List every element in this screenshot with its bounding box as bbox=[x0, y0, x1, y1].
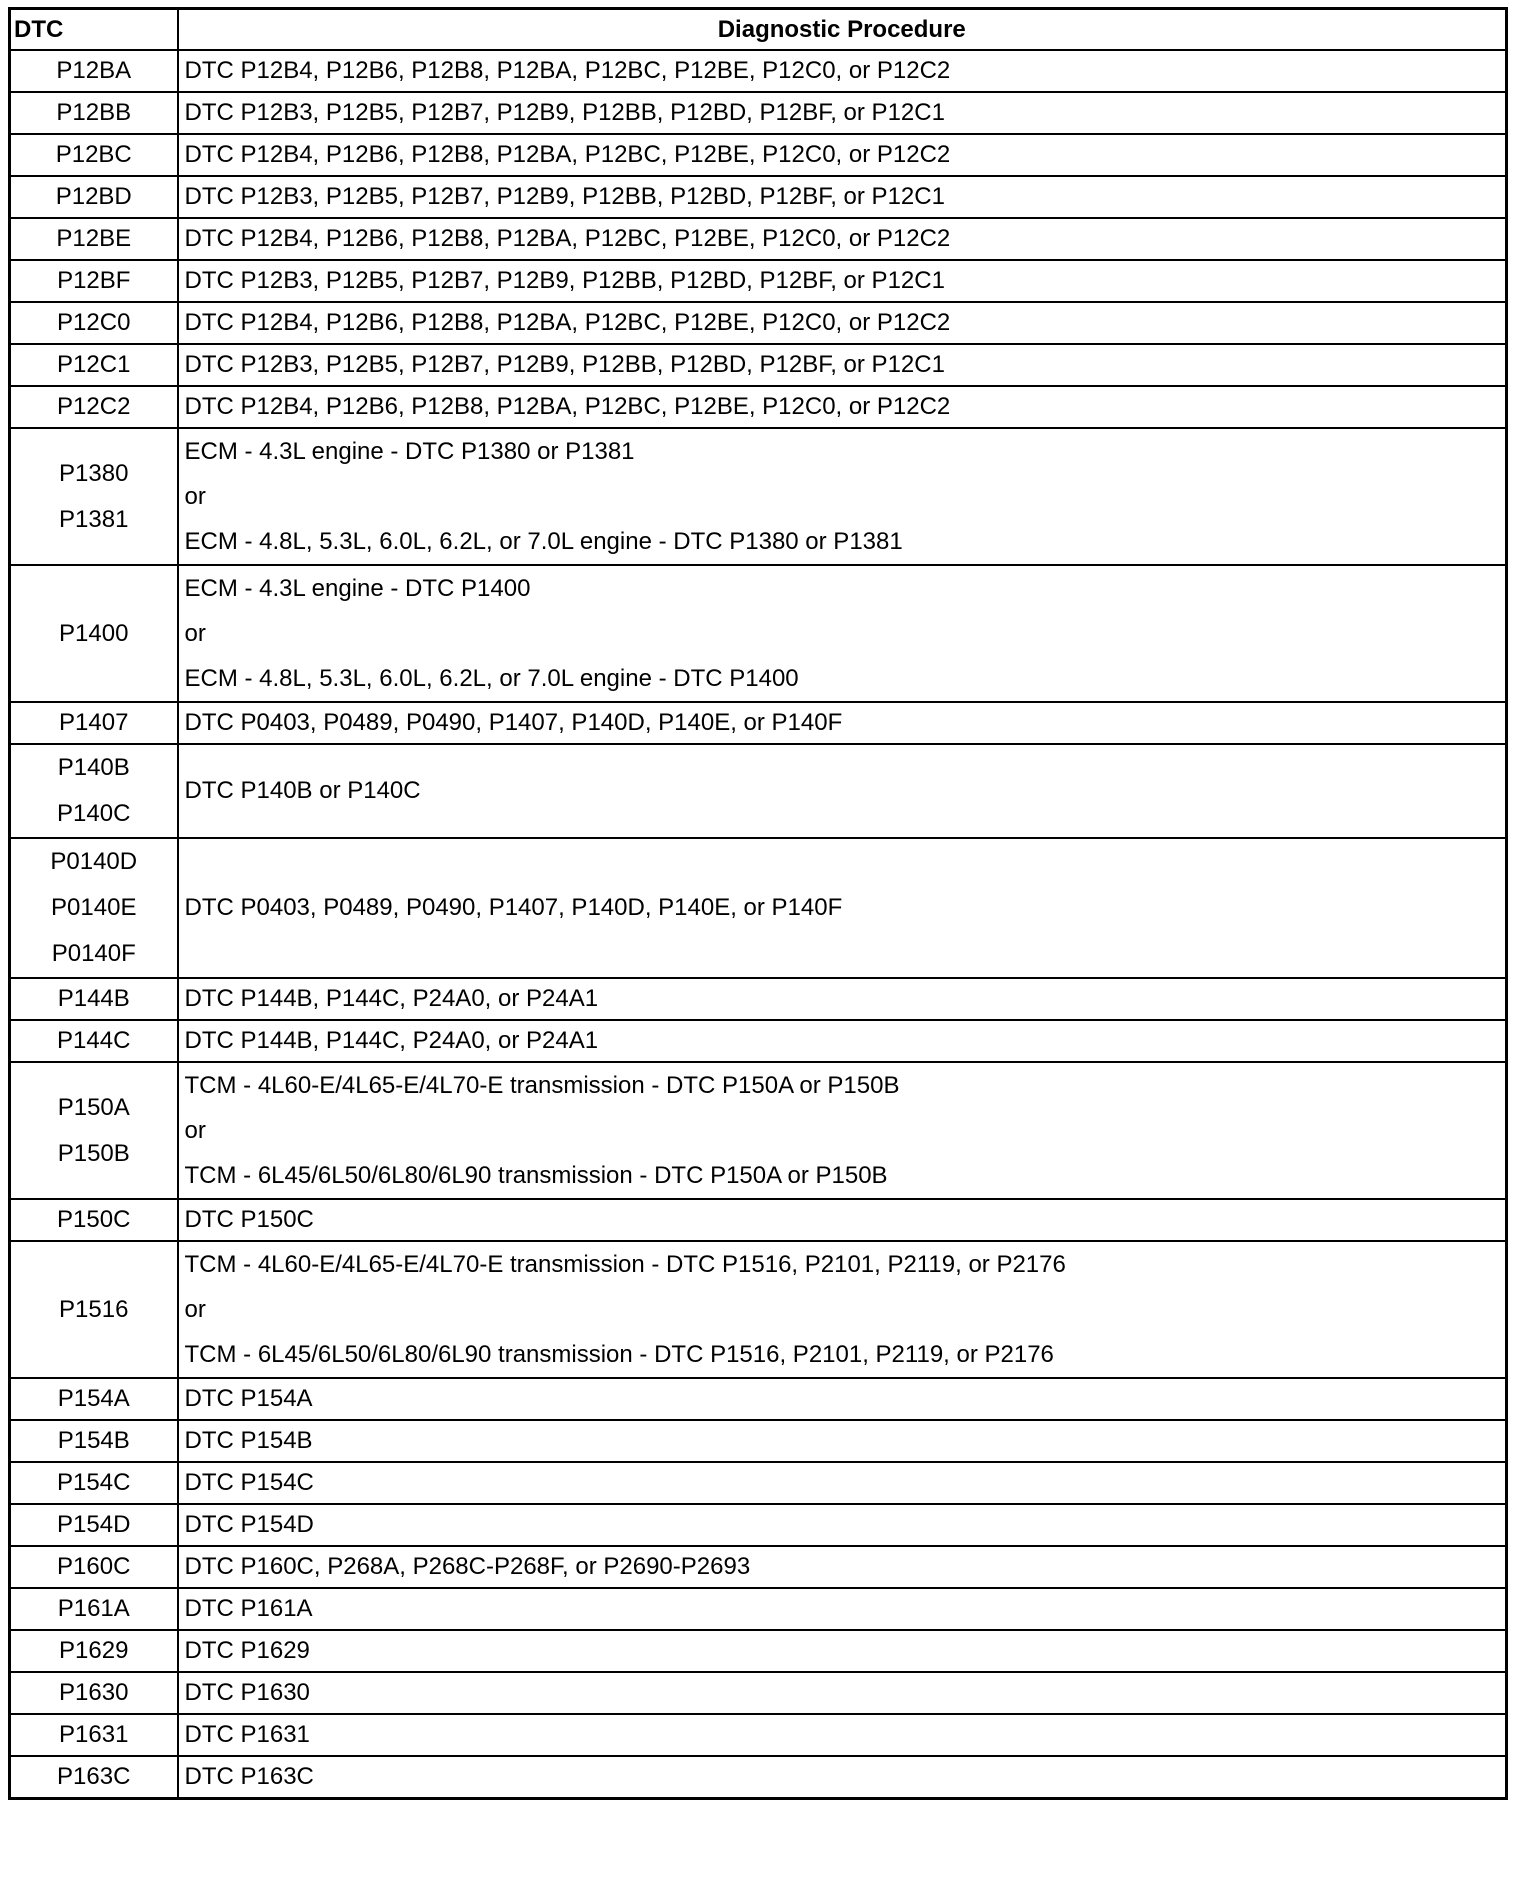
diagnostic-procedure-cell bbox=[178, 1756, 1507, 1799]
procedure-text: DTC P163C bbox=[184, 1763, 314, 1790]
dtc-code: P150A bbox=[57, 1093, 130, 1121]
dtc-code: P1400 bbox=[59, 619, 129, 647]
diagnostic-procedure-cell bbox=[178, 134, 1507, 176]
dtc-code-cell bbox=[10, 1714, 178, 1756]
procedure-text: DTC P154A bbox=[184, 1385, 313, 1412]
dtc-code-cell bbox=[10, 702, 178, 744]
dtc-code-cell bbox=[10, 1630, 178, 1672]
procedure-text: DTC P154C bbox=[184, 1469, 314, 1496]
dtc-code-cell bbox=[10, 1062, 178, 1199]
table-row bbox=[10, 1504, 1507, 1546]
procedure-text: DTC P1630 bbox=[184, 1679, 310, 1706]
dtc-code-cell bbox=[10, 1756, 178, 1799]
procedure-text: DTC P154B bbox=[184, 1427, 313, 1454]
procedure-text: ECM - 4.8L, 5.3L, 6.0L, 6.2L, or 7.0L engine - DTC P1400 bbox=[184, 665, 799, 692]
diagnostic-procedure-cell bbox=[178, 92, 1507, 134]
diagnostic-procedure-cell bbox=[178, 744, 1507, 838]
diagnostic-procedure-cell bbox=[178, 344, 1507, 386]
dtc-code: P160C bbox=[57, 1553, 131, 1580]
dtc-code: P0140D bbox=[50, 848, 138, 875]
table-header bbox=[10, 9, 1507, 51]
dtc-code-cell bbox=[10, 92, 178, 134]
diagnostic-procedure-cell bbox=[178, 978, 1507, 1020]
dtc-code: P12BA bbox=[56, 57, 132, 84]
dtc-code-cell bbox=[10, 134, 178, 176]
dtc-code-cell bbox=[10, 176, 178, 218]
diagnostic-procedure-cell bbox=[178, 702, 1507, 744]
dtc-code: P12C0 bbox=[57, 309, 131, 336]
dtc-code-cell bbox=[10, 838, 178, 978]
dtc-code-cell bbox=[10, 1546, 178, 1588]
dtc-code: P144B bbox=[57, 985, 130, 1012]
dtc-code: P1631 bbox=[59, 1721, 129, 1748]
table-row bbox=[10, 1714, 1507, 1756]
procedure-or-text: or bbox=[184, 1117, 206, 1144]
dtc-code-cell bbox=[10, 386, 178, 428]
dtc-code: P12BE bbox=[56, 225, 132, 252]
procedure-text: DTC P160C, P268A, P268C-P268F, or P2690-P2693 bbox=[184, 1553, 751, 1580]
dtc-code-cell bbox=[10, 218, 178, 260]
dtc-code: P12BB bbox=[56, 99, 132, 126]
procedure-text: DTC P12B4, P12B6, P12B8, P12BA, P12BC, P12BE, P12C0, or P12C2 bbox=[184, 225, 951, 252]
table-row bbox=[10, 1546, 1507, 1588]
diagnostic-procedure-cell bbox=[178, 1462, 1507, 1504]
dtc-code: P12BC bbox=[55, 141, 132, 168]
dtc-code-cell bbox=[10, 1588, 178, 1630]
diagnostic-procedure-cell bbox=[178, 1020, 1507, 1062]
table-row bbox=[10, 744, 1507, 838]
procedure-text: DTC P1631 bbox=[184, 1721, 310, 1748]
procedure-text: DTC P0403, P0489, P0490, P1407, P140D, P140E, or P140F bbox=[184, 894, 843, 921]
column-header-procedure: Diagnostic Procedure bbox=[178, 9, 1507, 51]
dtc-code-cell bbox=[10, 1199, 178, 1241]
dtc-code: P1381 bbox=[59, 505, 129, 533]
dtc-code-cell bbox=[10, 565, 178, 702]
table-row bbox=[10, 344, 1507, 386]
diagnostic-procedure-cell bbox=[178, 428, 1507, 565]
diagnostic-procedure-cell bbox=[178, 218, 1507, 260]
diagnostic-procedure-cell bbox=[178, 260, 1507, 302]
procedure-or-text: or bbox=[184, 620, 206, 647]
header-row bbox=[10, 9, 1507, 51]
dtc-code: P144C bbox=[57, 1027, 131, 1054]
dtc-code-cell bbox=[10, 1462, 178, 1504]
diagnostic-procedure-cell bbox=[178, 1504, 1507, 1546]
procedure-text: DTC P12B4, P12B6, P12B8, P12BA, P12BC, P12BE, P12C0, or P12C2 bbox=[184, 141, 951, 168]
procedure-text: DTC P12B3, P12B5, P12B7, P12B9, P12BB, P12BD, P12BF, or P12C1 bbox=[184, 351, 945, 378]
table-row bbox=[10, 260, 1507, 302]
procedure-text: TCM - 4L60-E/4L65-E/4L70-E transmission - DTC P150A or P150B bbox=[184, 1072, 900, 1099]
procedure-text: DTC P12B3, P12B5, P12B7, P12B9, P12BB, P12BD, P12BF, or P12C1 bbox=[184, 99, 945, 126]
table-row bbox=[10, 1020, 1507, 1062]
dtc-code-cell bbox=[10, 302, 178, 344]
procedure-text: DTC P0403, P0489, P0490, P1407, P140D, P140E, or P140F bbox=[184, 709, 843, 736]
table-row bbox=[10, 302, 1507, 344]
dtc-code: P140C bbox=[57, 800, 131, 827]
table-row bbox=[10, 1420, 1507, 1462]
dtc-code-cell bbox=[10, 1378, 178, 1420]
dtc-code-cell bbox=[10, 978, 178, 1020]
table-row bbox=[10, 176, 1507, 218]
table-row bbox=[10, 1756, 1507, 1799]
table-row bbox=[10, 1241, 1507, 1378]
diagnostic-procedure-cell bbox=[178, 1714, 1507, 1756]
table-row bbox=[10, 1630, 1507, 1672]
dtc-code-cell bbox=[10, 50, 178, 92]
procedure-text: DTC P12B3, P12B5, P12B7, P12B9, P12BB, P12BD, P12BF, or P12C1 bbox=[184, 183, 945, 210]
table-row bbox=[10, 428, 1507, 565]
table-row bbox=[10, 1672, 1507, 1714]
diagnostic-procedure-cell bbox=[178, 302, 1507, 344]
table-row bbox=[10, 702, 1507, 744]
procedure-text: DTC P150C bbox=[184, 1206, 314, 1233]
dtc-code-cell bbox=[10, 344, 178, 386]
diagnostic-procedure-cell bbox=[178, 1546, 1507, 1588]
dtc-code-cell bbox=[10, 1241, 178, 1378]
table-row bbox=[10, 134, 1507, 176]
column-header-dtc: DTC bbox=[10, 9, 178, 51]
table-row bbox=[10, 1588, 1507, 1630]
diagnostic-procedure-cell bbox=[178, 1199, 1507, 1241]
dtc-code: P0140E bbox=[51, 894, 137, 921]
procedure-or-text: or bbox=[184, 1296, 206, 1323]
dtc-code: P150B bbox=[57, 1139, 130, 1167]
table-row bbox=[10, 1199, 1507, 1241]
dtc-code: P140B bbox=[57, 754, 130, 781]
procedure-text: DTC P12B4, P12B6, P12B8, P12BA, P12BC, P12BE, P12C0, or P12C2 bbox=[184, 393, 951, 420]
dtc-code: P154D bbox=[57, 1511, 131, 1538]
diagnostic-procedure-cell bbox=[178, 176, 1507, 218]
dtc-code: P161A bbox=[57, 1595, 130, 1622]
procedure-text: DTC P144B, P144C, P24A0, or P24A1 bbox=[184, 1027, 599, 1054]
dtc-code-cell bbox=[10, 1020, 178, 1062]
dtc-code: P0140F bbox=[51, 940, 136, 967]
diagnostic-procedure-cell bbox=[178, 1630, 1507, 1672]
procedure-text: DTC P144B, P144C, P24A0, or P24A1 bbox=[184, 985, 599, 1012]
diagnostic-procedure-cell bbox=[178, 1378, 1507, 1420]
dtc-code: P12BF bbox=[57, 267, 131, 294]
dtc-code: P12BD bbox=[55, 183, 132, 210]
diagnostic-procedure-cell bbox=[178, 1062, 1507, 1199]
procedure-text: DTC P161A bbox=[184, 1595, 313, 1622]
table-row bbox=[10, 1462, 1507, 1504]
dtc-code: P154C bbox=[57, 1469, 131, 1496]
table-row bbox=[10, 838, 1507, 978]
dtc-code-cell bbox=[10, 1504, 178, 1546]
procedure-text: TCM - 6L45/6L50/6L80/6L90 transmission - DTC P150A or P150B bbox=[184, 1162, 888, 1189]
diagnostic-procedure-cell bbox=[178, 1672, 1507, 1714]
dtc-code: P1380 bbox=[59, 459, 129, 487]
dtc-code-cell bbox=[10, 260, 178, 302]
dtc-code: P12C1 bbox=[57, 351, 131, 378]
procedure-text: DTC P12B4, P12B6, P12B8, P12BA, P12BC, P12BE, P12C0, or P12C2 bbox=[184, 309, 951, 336]
procedure-text: ECM - 4.3L engine - DTC P1400 bbox=[184, 575, 531, 602]
procedure-or-text: or bbox=[184, 483, 206, 510]
diagnostic-procedure-cell bbox=[178, 1420, 1507, 1462]
dtc-code: P1629 bbox=[59, 1637, 129, 1664]
table-row bbox=[10, 386, 1507, 428]
procedure-text: ECM - 4.8L, 5.3L, 6.0L, 6.2L, or 7.0L engine - DTC P1380 or P1381 bbox=[184, 528, 903, 555]
table-body bbox=[10, 50, 1507, 1799]
table-row bbox=[10, 218, 1507, 260]
dtc-table-container bbox=[8, 7, 1508, 1800]
table-row bbox=[10, 1062, 1507, 1199]
dtc-code: P12C2 bbox=[57, 393, 131, 420]
table-row bbox=[10, 50, 1507, 92]
dtc-code-cell bbox=[10, 1420, 178, 1462]
dtc-code: P1630 bbox=[59, 1679, 129, 1706]
procedure-text: TCM - 4L60-E/4L65-E/4L70-E transmission - DTC P1516, P2101, P2119, or P2176 bbox=[184, 1251, 1066, 1278]
dtc-code: P1516 bbox=[59, 1295, 129, 1323]
diagnostic-procedure-cell bbox=[178, 386, 1507, 428]
diagnostic-procedure-cell bbox=[178, 565, 1507, 702]
dtc-code: P154A bbox=[57, 1385, 130, 1412]
dtc-code: P150C bbox=[57, 1206, 131, 1233]
dtc-code-cell bbox=[10, 1672, 178, 1714]
dtc-code: P1407 bbox=[59, 709, 129, 736]
procedure-text: DTC P154D bbox=[184, 1511, 314, 1538]
procedure-text: DTC P1629 bbox=[184, 1637, 310, 1664]
table-row bbox=[10, 1378, 1507, 1420]
table-row bbox=[10, 565, 1507, 702]
procedure-text: ECM - 4.3L engine - DTC P1380 or P1381 bbox=[184, 438, 635, 465]
diagnostic-procedure-cell bbox=[178, 838, 1507, 978]
dtc-code: P163C bbox=[57, 1763, 131, 1790]
dtc-table bbox=[8, 7, 1508, 1800]
diagnostic-procedure-cell bbox=[178, 1588, 1507, 1630]
dtc-code: P154B bbox=[57, 1427, 130, 1454]
diagnostic-procedure-cell bbox=[178, 50, 1507, 92]
procedure-text: TCM - 6L45/6L50/6L80/6L90 transmission - DTC P1516, P2101, P2119, or P2176 bbox=[184, 1341, 1054, 1368]
table-row bbox=[10, 92, 1507, 134]
table-row bbox=[10, 978, 1507, 1020]
dtc-code-cell bbox=[10, 428, 178, 565]
dtc-code-cell bbox=[10, 744, 178, 838]
procedure-text: DTC P12B4, P12B6, P12B8, P12BA, P12BC, P12BE, P12C0, or P12C2 bbox=[184, 57, 951, 84]
diagnostic-procedure-cell bbox=[178, 1241, 1507, 1378]
procedure-text: DTC P12B3, P12B5, P12B7, P12B9, P12BB, P12BD, P12BF, or P12C1 bbox=[184, 267, 945, 294]
procedure-text: DTC P140B or P140C bbox=[184, 777, 421, 804]
